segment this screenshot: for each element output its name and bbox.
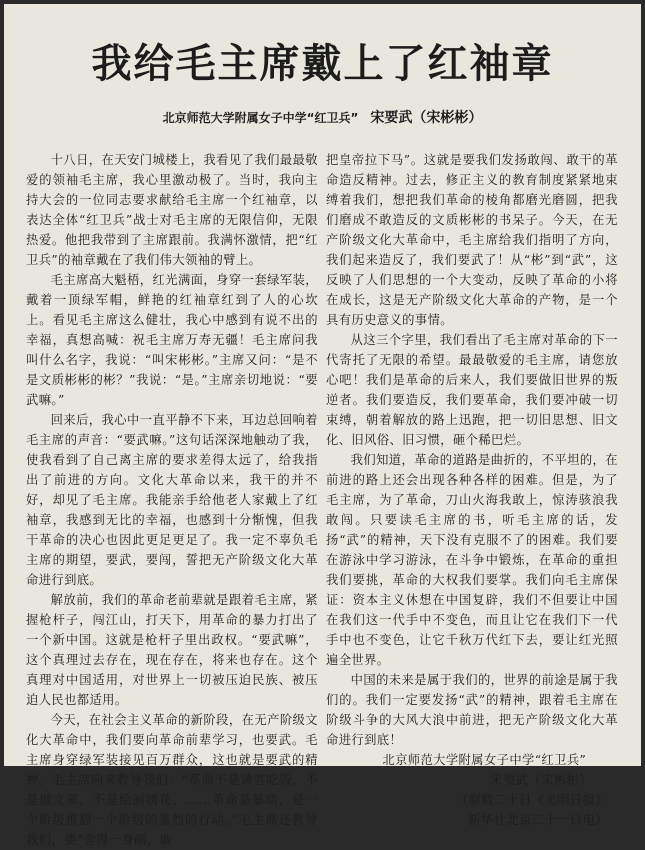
byline [4, 110, 641, 126]
paragraph: 回来后，我心中一直平静不下来，耳边总回响着毛主席的声音：“要武嘛。”这句话深深地触动了我，使我看到了自己离主席的要求差得太远了，给我指出了前进的方向。文化大革命以来，我干的并不好，却见了毛主席。我能亲手给他老人家戴上了红袖章，我感到无比的幸福，也感到十分惭愧，但我干革命的决心也因此更足更足了。我一定不辜负毛主席的期望，要武，要闯，誓把无产阶级文化大革命进行到底。 [26, 413, 318, 587]
paragraph: 毛主席高大魁梧，红光满面，身穿一套绿军装，戴着一顶绿军帽，鲜艳的红袖章红到了人的心坎上。看见毛主席这么健壮，我心中感到有说不出的幸福，真想高喊：祝毛主席万寿无疆！毛主席问我叫什么名字，我说：“叫宋彬彬。”主席又问：“是不是文质彬彬的彬？”我说：“是。”主席亲切地说：“要武嘛。” [26, 273, 318, 407]
dateline: 新华社北京二十一日电） [468, 813, 608, 827]
paragraph: 解放前，我们的革命老前辈就是跟着毛主席，紧握枪杆子，闯江山，打天下，用革命的暴力打出了一个新中国。这就是枪杆子里出政权。“要武嘛”，这个真理过去存在，现在存在，将来也存在。这个真理对中国适用，对世界上一切被压迫民族、被压迫人民也都适用。 [26, 593, 318, 707]
paragraph: 今天，在社会主义革命的新阶段，在无产阶级文化大革命中，我们要向革命前辈学习，也要武。毛主席身穿绿军装接见百万群众，这也就是要武的精神。毛主席向来教导我们：“革命不是请客吃饭，不是做文章，不是绘画绣花，……革命是暴动，是一个阶级推翻一个阶级的暴烈的行动。”毛主席还教导我们，要“舍得一身剐，敢 [26, 713, 318, 847]
source-note: （原载二十日《光明日报》 [455, 793, 608, 807]
paragraph: 我们知道，革命的道路是曲折的，不平坦的，在前进的路上还会出现各种各样的困难。但是，为了毛主席，为了革命，刀山火海我敢上，惊涛骇浪我敢闯。只要读毛主席的书，听毛主席的话，发扬“武”的精神，天下没有克服不了的困难。我们要在游泳中学习游泳，在斗争中锻炼，在革命的重担我们要挑，革命的大权我们要掌。我们向毛主席保证：资本主义休想在中国复辟，我们不但要让中国在我们这一代手中不变色，而且让它在我们下一代手中也不变色，让它千秋万代红下去，要让红光照遍全世界。 [326, 453, 618, 667]
signature-author: 宋要武（宋彬彬） [490, 773, 592, 787]
paragraph: 把皇帝拉下马”。这就是要我们发扬敢闯、敢干的革命造反精神。过去，修正主义的教育制度紧紧地束缚着我们，想把我们革命的棱角都磨光磨圆，把我们磨成不敢造反的文质彬彬的书呆子。今天，在无产阶级文化大革命中，毛主席给我们指明了方向，我们起来造反了，我们要武了！从“彬”到“武”，这反映了人们思想的一个大变动，反映了革命的小将在成长，这是无产阶级文化大革命的产物，是一个具有历史意义的事情。 [326, 153, 618, 327]
headline: 我给毛主席戴上了红袖章 [91, 41, 554, 87]
paragraph: 从这三个字里，我们看出了毛主席对革命的下一代寄托了无限的希望。最最敬爱的毛主席，请您放心吧！我们是革命的后来人，我们要做旧世界的叛逆者。我们要造反，我们要革命，我们要冲破一切束缚，朝着解放的路上迅跑，把一切旧思想、旧文化、旧风俗、旧习惯，砸个稀巴烂。 [326, 333, 618, 447]
paragraph: 中国的未来是属于我们的，世界的前途是属于我们的。我们一定要发扬“武”的精神，跟着毛主席在阶级斗争的大风大浪中前进，把无产阶级文化大革命进行到底！ [326, 673, 618, 747]
signature-school: 北京师范大学附属女子中学“红卫兵” [382, 753, 587, 767]
newspaper-clipping [4, 4, 641, 847]
article-column-right [326, 150, 618, 827]
byline-school: 北京师范大学附属女子中学“红卫兵” [162, 111, 359, 125]
byline-author: 宋要武（宋彬彬） [370, 110, 483, 126]
paragraph: 十八日，在天安门城楼上，我看见了我们最最敬爱的领袖毛主席，我心里激动极了。当时，我向主持大会的一位同志要求献给毛主席一个红袖章，以表达全体“红卫兵”战士对毛主席的无限信仰，无限热爱。他把我带到了主席跟前。我满怀激情，把“红卫兵”的袖章戴在了我们伟大领袖的臂上。 [26, 153, 318, 267]
article-column-left [26, 150, 318, 847]
